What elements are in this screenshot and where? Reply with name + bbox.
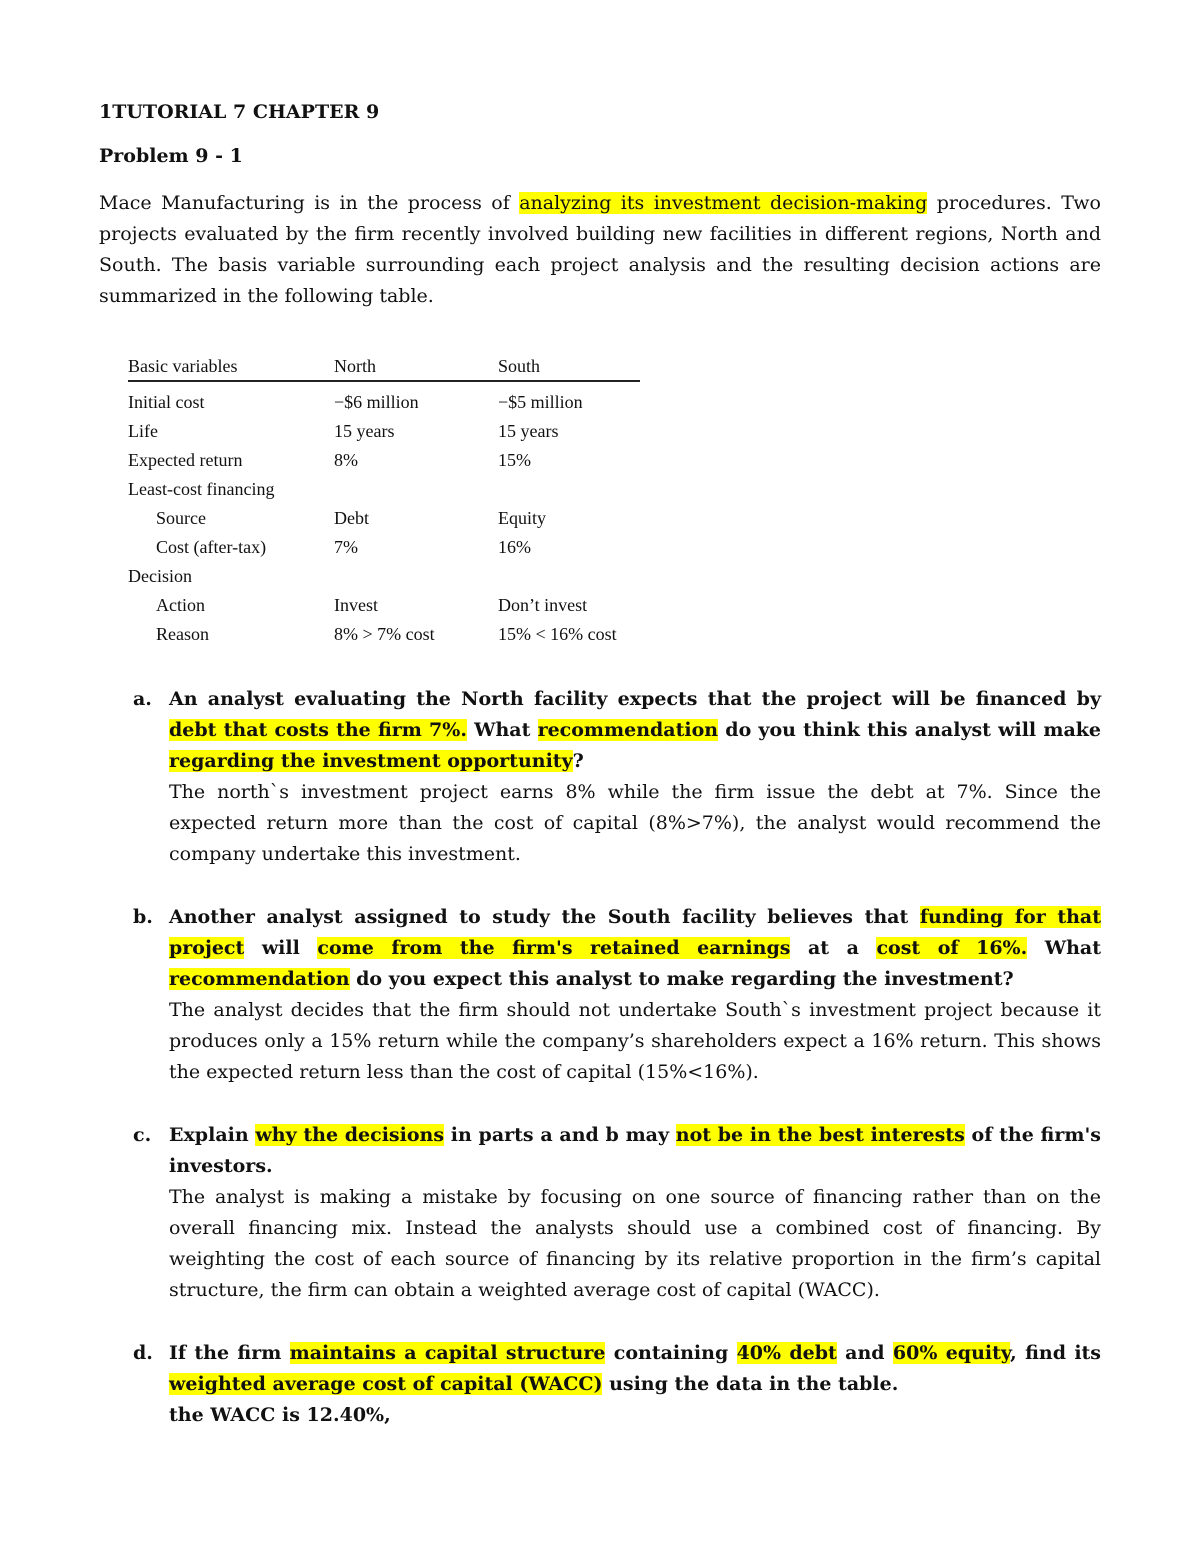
question-letter: a. [133,688,152,710]
table-row [128,620,640,649]
table-row [128,562,640,591]
table-cell: Decision [128,566,192,586]
question-fragment: and [836,1342,893,1364]
table-cell: Cost (after-tax) [156,537,267,557]
table-cell: 8% > 7% cost [334,624,435,644]
table-cell: Source [156,508,206,528]
answer-text: The analyst is making a mistake by focusing on one source of financing rather than on the overall financing mix. Instead the analysts should use a combined cost of financing. By weighting the cost of each source of financing by its relative proportion in the firm’s capital structure, the firm can obtain a weighted average cost of capital (WACC). [169,1186,1101,1301]
answer-text: The analyst decides that the firm should not undertake South`s investment project because it produces only a 15% return while the company’s shareholders expect a 16% return. This shows the expected return less than the cost of capital (15%<16%). [169,999,1101,1083]
table-cell: Expected return [128,450,243,470]
question-fragment: using the data in the table. [602,1373,899,1395]
header-cell: Basic variables [128,352,334,381]
question-fragment: in parts a and b may [444,1124,676,1146]
table-cell [334,475,498,504]
table-cell: 15 years [498,421,559,441]
table-cell: Least-cost financing [128,479,275,499]
question-letter: d. [133,1342,153,1364]
question-c [128,1120,1101,1306]
table-cell: Debt [334,508,369,528]
question-fragment: Explain [169,1124,256,1146]
intro-paragraph [99,188,1101,312]
table-cell [334,562,498,591]
table-cell: 15 years [334,421,395,441]
question-text [169,902,1101,995]
highlighted-text: 60% equity [892,1342,1011,1364]
answer-text: the WACC is 12.40%, [169,1404,391,1426]
highlighted-text: recommendation [169,968,350,990]
document-title: 1TUTORIAL 7 CHAPTER 9 [99,101,380,123]
question-letter: c. [133,1124,152,1146]
problem-heading: Problem 9 - 1 [99,145,243,167]
question-fragment: do you expect this analyst to make regarding the investment? [349,968,1014,990]
intro-text: procedures. Two projects evaluated by the firm recently involved building new facilities in different regions, North and South. The basis variable surrounding each project analysis and the resulting decision actions are summarized in the following table. [99,192,1101,307]
table-cell [498,562,640,591]
question-fragment: Another analyst assigned to study the South facility believes that [169,906,920,928]
question-fragment: will [244,937,318,959]
answer-text: The north`s investment project earns 8% while the firm issue the debt at 7%. Since the expected return more than the cost of capital (8%>7%), the analyst would recommend the company undertake this investment. [169,781,1101,865]
table-cell: Invest [334,595,378,615]
highlighted-text: 40% debt [736,1342,837,1364]
table-row [128,381,640,417]
question-fragment: at a [790,937,877,959]
question-fragment: An analyst evaluating the North facility expects that the project will be financed by [169,688,1101,710]
table-row [128,504,640,533]
table-cell: −$5 million [498,392,583,412]
table-cell [498,475,640,504]
highlighted-text: come from the firm's retained earnings [317,937,791,959]
question-fragment: containing [605,1342,737,1364]
table-row [128,533,640,562]
highlighted-text: weighted average cost of capital (WACC) [169,1373,603,1395]
question-b [128,902,1101,1088]
question-fragment: of the firm's investors. [169,1124,1101,1177]
basic-variables-table [128,352,640,649]
highlighted-text: maintains a capital structure [289,1342,606,1364]
table-cell: Equity [498,508,546,528]
highlighted-text: analyzing its investment decision-making [519,192,928,214]
table-cell: 7% [334,537,358,557]
question-fragment: If the firm [169,1342,290,1364]
question-d [128,1338,1101,1431]
table-cell: 8% [334,450,358,470]
question-text [169,1338,1101,1400]
table-cell: 15% [498,450,531,470]
question-a [128,684,1101,870]
question-fragment: ? [572,750,584,772]
table-row [128,591,640,620]
table-cell: Don’t invest [498,595,588,615]
table-cell: Reason [156,624,209,644]
highlighted-text: debt that costs the firm 7%. [169,719,467,741]
question-letter: b. [133,906,153,928]
intro-text: Mace Manufacturing is in the process of [99,192,520,214]
question-fragment: What [466,719,538,741]
table-cell: Action [156,595,205,615]
highlighted-text: cost of 16%. [876,937,1028,959]
highlighted-text: funding for that project [169,906,1101,959]
question-fragment: , find its [1010,1342,1102,1364]
header-cell: North [334,352,498,381]
question-fragment: do you think this analyst will make [718,719,1102,741]
header-cell: South [498,352,640,381]
table-cell: Life [128,421,158,441]
question-text [169,1120,1101,1182]
table-cell: 16% [498,537,531,557]
table-row [128,475,640,504]
table-row [128,417,640,446]
highlighted-text: why the decisions [255,1124,445,1146]
highlighted-text: regarding the investment opportunity [169,750,573,772]
table-cell: 15% < 16% cost [498,624,617,644]
table-cell: −$6 million [334,392,419,412]
highlighted-text: not be in the best interests [675,1124,965,1146]
table-row [128,446,640,475]
table-cell: Initial cost [128,392,205,412]
highlighted-text: recommendation [537,719,719,741]
table-header-row [128,352,640,381]
question-fragment: What [1027,937,1101,959]
question-text [169,684,1101,777]
